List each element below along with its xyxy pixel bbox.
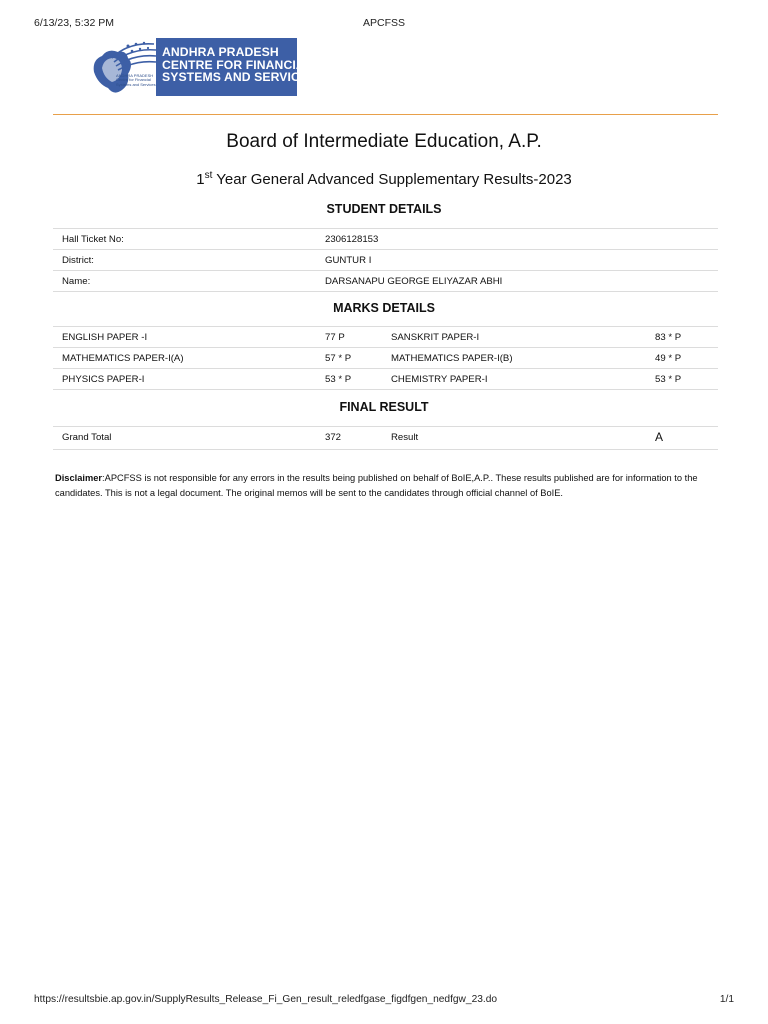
hall-ticket-value: 2306128153 <box>325 234 379 245</box>
student-details-heading: STUDENT DETAILS <box>326 202 442 216</box>
marks-details-table <box>53 326 718 390</box>
final-result-heading: FINAL RESULT <box>339 400 429 414</box>
print-url: https://resultsbie.ap.gov.in/SupplyResults_Release_Fi_Gen_result_reledfgase_figdfgen_nedfgw_23.do <box>34 994 498 1005</box>
table-row <box>53 427 718 450</box>
logo-text-box <box>156 38 317 96</box>
emblem-caption-line-2: Centre for Financial <box>116 77 151 83</box>
marks-details-heading: MARKS DETAILS <box>333 301 435 315</box>
result-label: Result <box>391 432 419 443</box>
subject-marks: 77 P <box>325 332 345 343</box>
grand-total-label: Grand Total <box>62 432 112 443</box>
subject-marks: 57 * P <box>325 353 352 364</box>
subtitle-ordinal-suffix: st <box>204 170 213 181</box>
final-result-table <box>53 426 718 450</box>
subject-name: PHYSICS PAPER-I <box>62 374 145 385</box>
emblem-caption-line-1: ANDHRA PRADESH <box>116 73 154 78</box>
subject-name: ENGLISH PAPER -I <box>62 332 148 343</box>
disclaimer <box>55 471 719 500</box>
name-value: DARSANAPU GEORGE ELIYAZAR ABHI <box>325 276 503 287</box>
logo-line-2: CENTRE FOR FINANCIAL <box>162 57 313 72</box>
result-value: A <box>655 430 664 444</box>
print-header <box>34 17 734 31</box>
table-row <box>53 229 718 250</box>
apcfss-logo <box>88 38 317 98</box>
table-row <box>53 348 718 369</box>
subject-marks: 83 * P <box>655 332 682 343</box>
disclaimer-text: :APCFSS is not responsible for any errors in the results being published on behalf of BoIE,A.P.. These results published are for information to the candidates. This is not a legal document. The original memos will be sent to the candidates through official channel of BoIE. <box>55 473 698 498</box>
print-page-title: APCFSS <box>362 17 405 29</box>
results-subtitle <box>0 170 768 188</box>
apcfss-emblem-icon <box>88 38 158 98</box>
district-value: GUNTUR I <box>325 255 372 266</box>
district-label: District: <box>62 255 94 266</box>
logo-line-3: SYSTEMS AND SERVICES <box>162 70 317 84</box>
table-row <box>53 250 718 271</box>
table-row <box>53 327 718 348</box>
subject-name: MATHEMATICS PAPER-I(A) <box>62 353 184 364</box>
subject-name: SANSKRIT PAPER-I <box>391 332 480 343</box>
subtitle-ordinal: 1 <box>196 171 205 188</box>
subject-marks: 49 * P <box>655 353 682 364</box>
print-datetime: 6/13/23, 5:32 PM <box>34 17 114 29</box>
emblem-caption <box>116 74 156 87</box>
print-page-number: 1/1 <box>719 994 734 1005</box>
subject-name: MATHEMATICS PAPER-I(B) <box>391 353 513 364</box>
disclaimer-label: Disclaimer <box>55 473 103 483</box>
grand-total-value: 372 <box>325 432 342 443</box>
subject-marks: 53 * P <box>325 374 352 385</box>
name-label: Name: <box>62 276 91 287</box>
board-title: Board of Intermediate Education, A.P. <box>226 131 542 152</box>
emblem-caption-line-3: Systems and Services <box>116 81 156 87</box>
header-divider <box>53 114 718 115</box>
logo-line-1: ANDHRA PRADESH <box>162 45 279 59</box>
table-row <box>53 271 718 292</box>
subject-marks: 53 * P <box>655 374 682 385</box>
table-row <box>53 369 718 390</box>
student-details-table <box>53 228 718 292</box>
subtitle-text: Year General Advanced Supplementary Results-2023 <box>212 171 572 188</box>
hall-ticket-label: Hall Ticket No: <box>62 234 124 245</box>
subject-name: CHEMISTRY PAPER-I <box>391 374 488 385</box>
